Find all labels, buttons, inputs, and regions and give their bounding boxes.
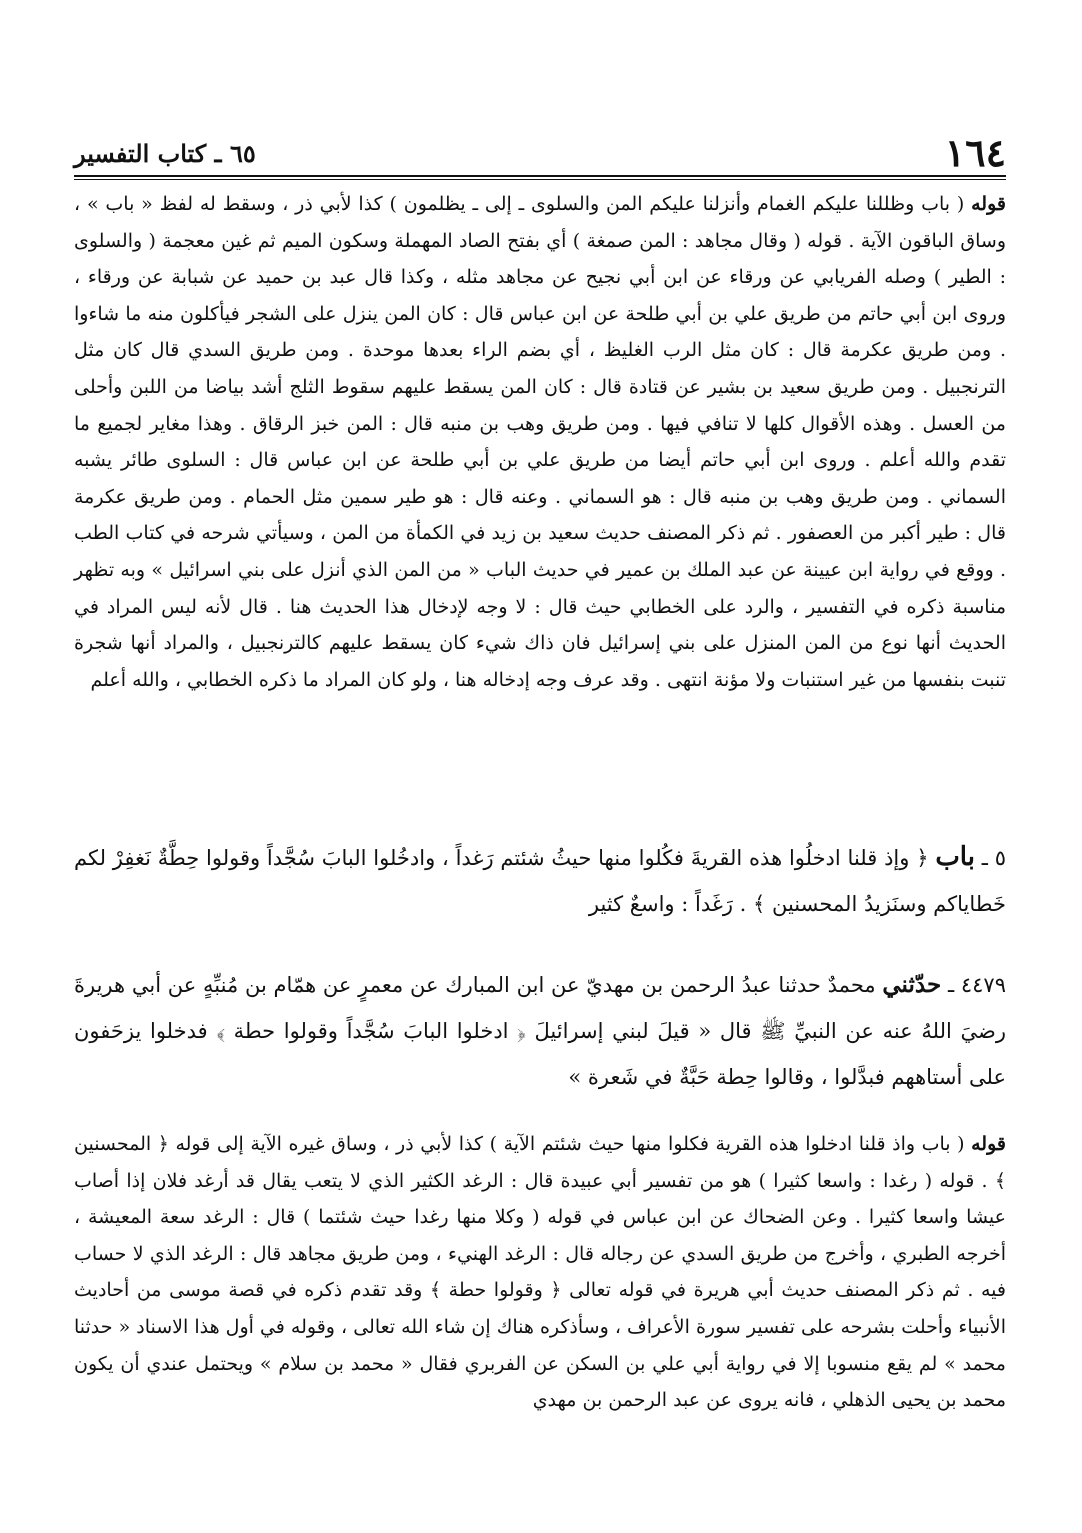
page-header [74, 124, 1006, 175]
hadith-opening: حدّثني [882, 971, 942, 998]
hadith-body: محمدٌ حدثنا عبدُ الرحمن بن مهديّ عن ابن المبارك عن معمرٍ عن همّام بن مُنبِّهٍ عن أبي هريرةَ رضيَ اللهُ عنه عن النبيِّ ﷺ قال « قيلَ لبني إسرائيلَ ﴿ ادخلوا البابَ سُجَّداً وقولوا حطة ﴾ فدخلوا يزحَفون على أستاههم فبدَّلوا ، وقالوا حِطة حَبَّةٌ في شَعرة » [74, 973, 1006, 1089]
page-number: ١٦٤ [944, 130, 1006, 175]
commentary-paragraph-2 [74, 1126, 1006, 1419]
chapter-verse-text: ﴿ وإذ قلنا ادخلُوا هذه القريةَ فكُلوا منها حيثُ شئتم رَغداً ، وادخُلوا البابَ سُجَّداً وقولوا حِطَّةٌ نَغفِرْ لكم خَطاياكم وسنَزيدُ المحسنين ﴾ . رَغَداً : واسعٌ كثير [74, 846, 1006, 916]
running-title: ٦٥ ـ كتاب التفسير [74, 139, 256, 168]
chapter-label: باب [935, 842, 975, 872]
commentary-text: ( باب واذ قلنا ادخلوا هذه القرية فكلوا منها حيث شئتم الآية ) كذا لأبي ذر ، وساق غيره الآية إلى قوله ﴿ المحسنين ﴾ . قوله ( رغدا : واسعا كثيرا ) هو من تفسير أبي عبيدة قال : الرغد الكثير الذي لا يتعب يقال قد أرغد فلان إذا أصاب عيشا واسعا كثيرا . وعن الضحاك عن ابن عباس في قوله ( وكلا منها رغدا حيث شئتما ) قال : الرغد سعة المعيشة ، أخرجه الطبري ، وأخرج من طريق السدي عن رجاله قال : الرغد الهنيء ، ومن طريق مجاهد قال : الرغد الذي لا حساب فيه . ثم ذكر المصنف حديث أبي هريرة في قوله تعالى ﴿ وقولوا حطة ﴾ وقد تقدم ذكره في قصة موسى من أحاديث الأنبياء وأحلت بشرحه على تفسير سورة الأعراف ، وسأذكره هناك إن شاء الله تعالى ، وقوله في أول هذا الاسناد « حدثنا محمد » لم يقع منسوبا إلا في رواية أبي علي بن السكن عن الفربري فقال « محمد بن سلام » ويحتمل عندي أن يكون محمد بن يحيى الذهلي ، فانه يروى عن عبد الرحمن بن مهدي [74, 1133, 1006, 1412]
commentary-lead-word: قوله [971, 193, 1006, 215]
header-rule-thin [74, 179, 1006, 180]
chapter-heading [74, 834, 1006, 927]
commentary-text: ( باب وظللنا عليكم الغمام وأنزلنا عليكم المن والسلوى ـ إلى ـ يظلمون ) كذا لأبي ذر ، وسقط له لفظ « باب » ، وساق الباقون الآية . قوله ( وقال مجاهد : المن صمغة ) أي بفتح الصاد المهملة وسكون الميم ثم غين معجمة ( والسلوى : الطير ) وصله الفريابي عن ورقاء عن ابن أبي نجيح عن مجاهد مثله ، وكذا قال عبد بن حميد عن شبابة عن ورقاء ، وروى ابن أبي حاتم من طريق علي بن أبي طلحة عن ابن عباس قال : كان المن ينزل على الشجر فيأكلون منه ما شاءوا . ومن طريق عكرمة قال : كان مثل الرب الغليظ ، أي بضم الراء بعدها موحدة . ومن طريق السدي قال كان مثل الترنجبيل . ومن طريق سعيد بن بشير عن قتادة قال : كان المن يسقط عليهم سقوط الثلج أشد بياضا من اللبن وأحلى من العسل . وهذه الأقوال كلها لا تنافي فيها . ومن طريق وهب بن منبه قال : المن خبز الرقاق . وهذا مغاير لجميع ما تقدم والله أعلم . وروى ابن أبي حاتم أيضا من طريق علي بن أبي طلحة عن ابن عباس قال : السلوى طائر يشبه السماني . ومن طريق وهب بن منبه قال : هو السماني . وعنه قال : هو طير سمين مثل الحمام . ومن طريق عكرمة قال : طير أكبر من العصفور . ثم ذكر المصنف حديث سعيد بن زيد في الكمأة من المن ، وسيأتي شرحه في كتاب الطب . ووقع في رواية ابن عيينة عن عبد الملك بن عمير في حديث الباب « من المن الذي أنزل على بني اسرائيل » وبه تظهر مناسبة ذكره في التفسير ، والرد على الخطابي حيث قال : لا وجه لإدخال هذا الحديث هنا . قال لأنه ليس المراد في الحديث أنها نوع من المن المنزل على بني إسرائيل فان ذاك شيء كان يسقط عليهم كالترنجبيل ، والمراد أنها شجرة تنبت بنفسها من غير استنبات ولا مؤنة انتهى . وقد عرف وجه إدخاله هنا ، ولو كان المراد ما ذكره الخطابي ، والله أعلم [74, 193, 1006, 691]
chapter-number: ٥ ـ [981, 846, 1007, 870]
commentary-lead-word: قوله [971, 1133, 1006, 1155]
hadith-number: ٤٤٧٩ ـ [947, 973, 1006, 997]
header-rule [74, 175, 1006, 177]
commentary-paragraph-1 [74, 186, 1006, 698]
hadith-text [74, 962, 1006, 1100]
